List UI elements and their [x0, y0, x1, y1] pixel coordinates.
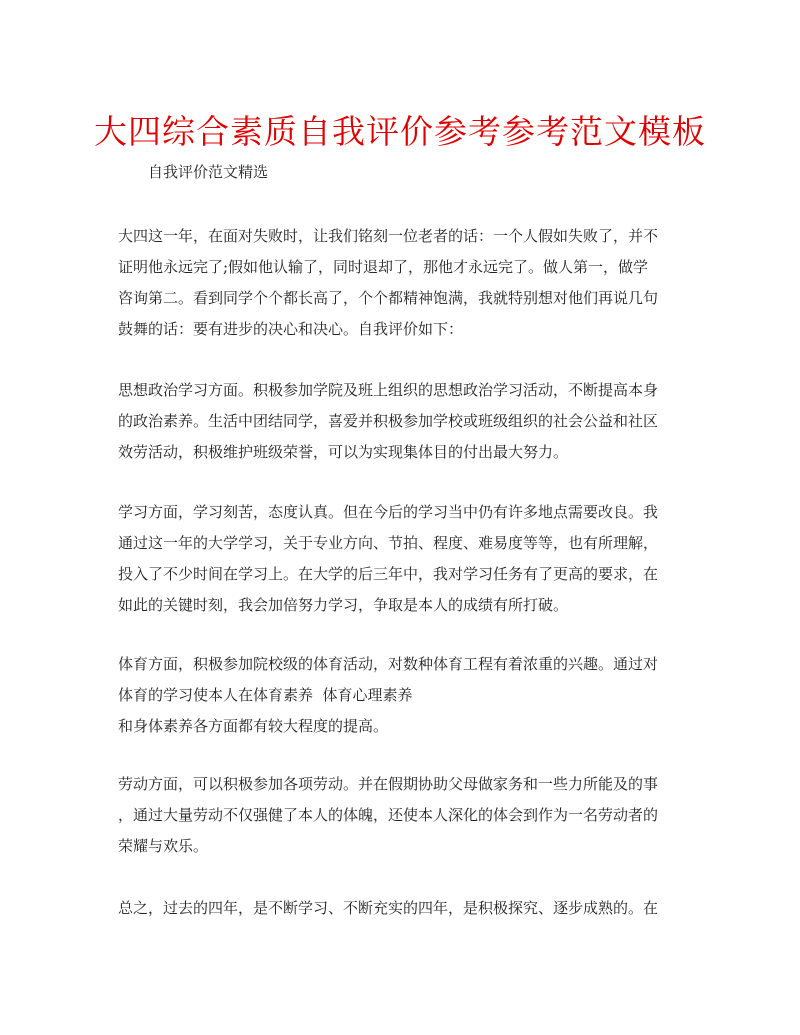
paragraph-line: 咨询第二。看到同学个个都长高了，个个都精神饱满，我就特别想对他们再说几句: [118, 289, 659, 307]
paragraph-line: ，通过大量劳动不仅强健了本人的体魄，还使本人深化的体会到作为一名劳动者的: [118, 806, 659, 824]
paragraph-labor: [118, 769, 698, 862]
paragraph-line: 和身体素养各方面都有较大程度的提高。: [118, 717, 389, 735]
paragraph-line: 荣耀与欢乐。: [118, 837, 209, 855]
paragraph-line: 体育的学习使本人在体育素养 体育心理素养: [118, 686, 413, 704]
paragraph-line: 如此的关键时刻，我会加倍努力学习，争取是本人的成绩有所打破。: [118, 596, 569, 614]
document-subtitle: 自我评价范文精选: [148, 163, 269, 181]
paragraph-line: 劳动方面，可以积极参加各项劳动。并在假期协助父母做家务和一些力所能及的事: [118, 775, 659, 793]
paragraph-line: 的政治素养。生活中团结同学，喜爱并积极参加学校或班级组织的社会公益和社区: [118, 412, 659, 430]
paragraph-line: 大四这一年，在面对失败时，让我们铭刻一位老者的话：一个人假如失败了，并不: [118, 227, 659, 245]
paragraph-line: 证明他永远完了;假如他认输了，同时退却了，那他才永远完了。做人第一，做学: [118, 258, 649, 276]
paragraph-line: 体育方面，积极参加院校级的体育活动，对数种体育工程有着浓重的兴趣。通过对: [118, 655, 659, 673]
paragraph-intro: [118, 221, 698, 345]
paragraph-line: 鼓舞的话：要有进步的决心和决心。自我评价如下：: [118, 320, 464, 338]
paragraph-line: 投入了不少时间在学习上。在大学的后三年中，我对学习任务有了更高的要求，在: [118, 565, 659, 583]
paragraph-line: 通过这一年的大学学习，关于专业方向、节拍、程度、难易度等等，也有所理解，: [118, 534, 659, 552]
paragraph-line: 总之，过去的四年，是不断学习、不断充实的四年，是积极探究、逐步成熟的。在: [118, 899, 659, 917]
document-title: 大四综合素质自我评价参考参考范文模板: [94, 112, 706, 151]
paragraph-line: 思想政治学习方面。积极参加学院及班上组织的思想政治学习活动，不断提高本身: [118, 381, 659, 399]
paragraph-summary: [118, 893, 698, 924]
paragraph-study: [118, 497, 698, 621]
paragraph-line: 学习方面，学习刻苦，态度认真。但在今后的学习当中仍有许多地点需要改良。我: [118, 503, 659, 521]
paragraph-line: 效劳活动，积极维护班级荣誉，可以为实现集体目的付出最大努力。: [118, 443, 569, 461]
paragraph-sports: [118, 649, 698, 742]
paragraph-politics: [118, 375, 698, 468]
